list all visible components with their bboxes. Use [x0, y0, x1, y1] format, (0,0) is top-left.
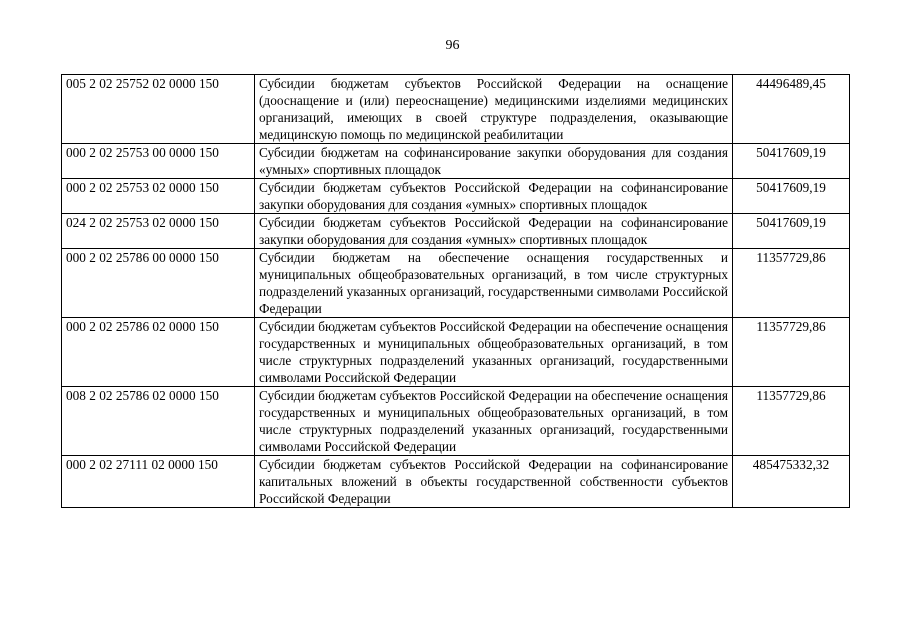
table-row: [62, 214, 850, 249]
amount-cell: 44496489,45: [733, 75, 850, 144]
budget-code-cell: 000 2 02 25786 02 0000 150: [62, 318, 255, 387]
table-row: [62, 144, 850, 179]
amount-cell: 50417609,19: [733, 214, 850, 249]
revenue-name-cell: Субсидии бюджетам субъектов Российской Федерации на оснащение (дооснащение и (или) переоснащение) медицинскими изделиями медицинских организаций, имеющих в своей структуре подразделения, оказывающие медицинскую помощь по медицинской реабилитации: [255, 75, 733, 144]
revenue-name-cell: Субсидии бюджетам на софинансирование закупки оборудования для создания «умных» спортивных площадок: [255, 144, 733, 179]
revenue-name-cell: Субсидии бюджетам субъектов Российской Федерации на обеспечение оснащения государственных и муниципальных общеобразовательных организаций, в том числе структурных подразделений указанных организаций, государственными символами Российской Федерации: [255, 318, 733, 387]
revenue-name-cell: Субсидии бюджетам субъектов Российской Федерации на софинансирование закупки оборудования для создания «умных» спортивных площадок: [255, 214, 733, 249]
amount-cell: 50417609,19: [733, 179, 850, 214]
budget-code-cell: 000 2 02 25753 00 0000 150: [62, 144, 255, 179]
budget-code-cell: 000 2 02 27111 02 0000 150: [62, 456, 255, 508]
table-row: [62, 456, 850, 508]
budget-code-cell: 005 2 02 25752 02 0000 150: [62, 75, 255, 144]
table-row: [62, 75, 850, 144]
budget-code-cell: 000 2 02 25786 00 0000 150: [62, 249, 255, 318]
budget-code-cell: 024 2 02 25753 02 0000 150: [62, 214, 255, 249]
revenue-name-cell: Субсидии бюджетам на обеспечение оснащения государственных и муниципальных общеобразовательных организаций, в том числе структурных подразделений указанных организаций, государственными символами Российской Федерации: [255, 249, 733, 318]
revenue-name-cell: Субсидии бюджетам субъектов Российской Федерации на софинансирование капитальных вложений в объекты государственной собственности субъектов Российской Федерации: [255, 456, 733, 508]
revenue-name-cell: Субсидии бюджетам субъектов Российской Федерации на обеспечение оснащения государственных и муниципальных общеобразовательных организаций, в том числе структурных подразделений указанных организаций, государственными символами Российской Федерации: [255, 387, 733, 456]
table-row: [62, 318, 850, 387]
amount-cell: 485475332,32: [733, 456, 850, 508]
revenue-name-cell: Субсидии бюджетам субъектов Российской Федерации на софинансирование закупки оборудования для создания «умных» спортивных площадок: [255, 179, 733, 214]
table-row: [62, 387, 850, 456]
amount-cell: 11357729,86: [733, 318, 850, 387]
budget-revenue-table: [61, 74, 850, 508]
amount-cell: 11357729,86: [733, 249, 850, 318]
budget-code-cell: 000 2 02 25753 02 0000 150: [62, 179, 255, 214]
budget-code-cell: 008 2 02 25786 02 0000 150: [62, 387, 255, 456]
amount-cell: 11357729,86: [733, 387, 850, 456]
amount-cell: 50417609,19: [733, 144, 850, 179]
table-row: [62, 179, 850, 214]
page-number: 96: [445, 38, 460, 53]
table-row: [62, 249, 850, 318]
